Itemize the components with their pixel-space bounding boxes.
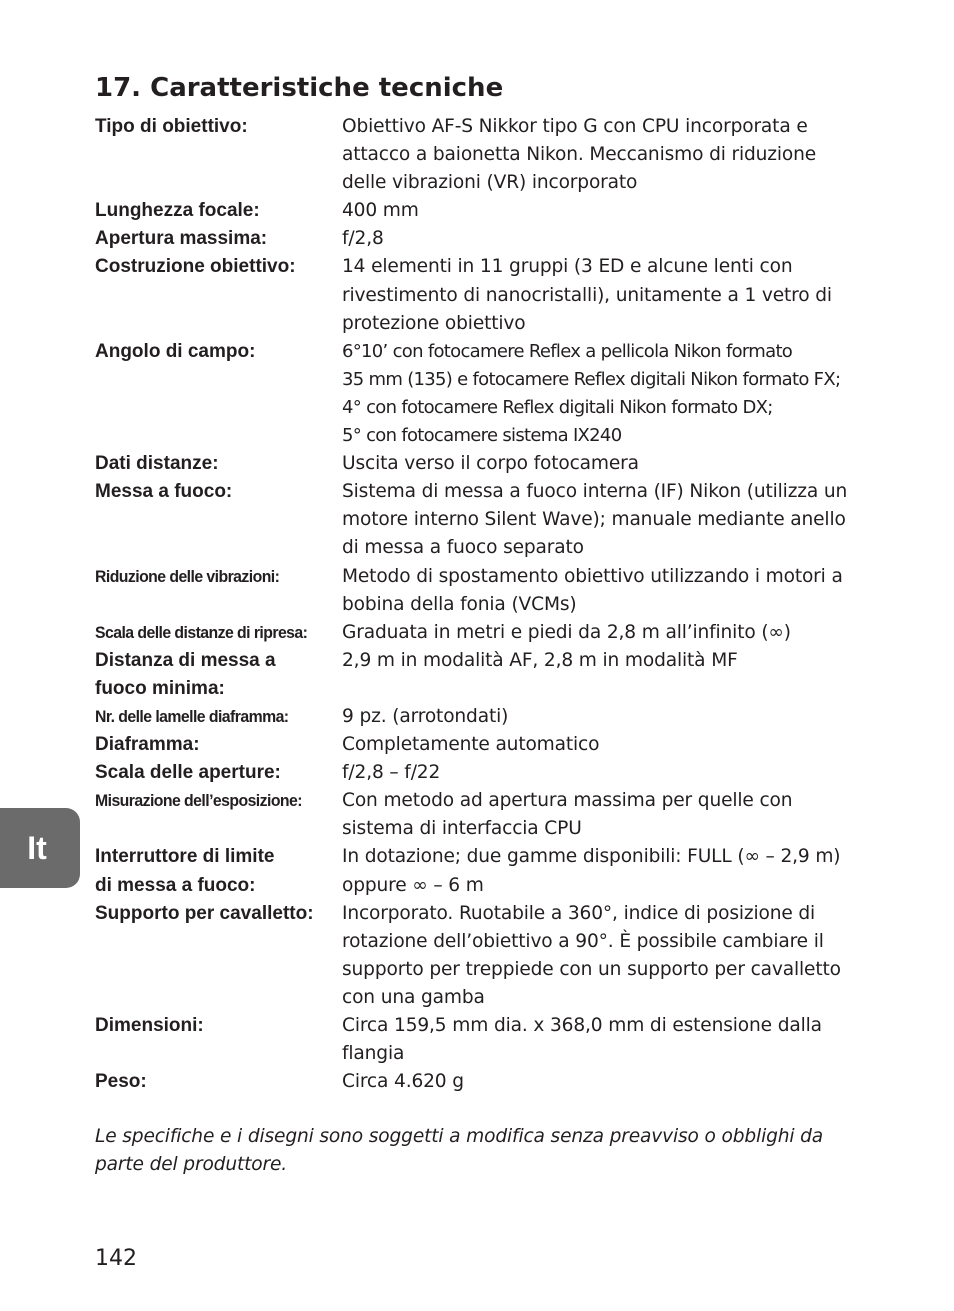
footnote: Le specifiche e i disegni sono soggetti a modifica senza preavviso o obblighi da parte del produttore. (95, 1126, 824, 1176)
spec-label: Tipo di obiettivo: (95, 116, 248, 137)
spec-row-diaphragm (95, 731, 895, 759)
spec-row-dimensions (95, 1012, 895, 1068)
spec-label: Scala delle distanze di ripresa: (95, 622, 308, 642)
spec-value: Graduata in metri e piedi da 2,8 m all’infinito (∞) (342, 621, 791, 643)
spec-label: Costruzione obiettivo: (95, 256, 296, 278)
spec-row-weight (95, 1068, 895, 1096)
spec-row-tripod-mount (95, 900, 895, 1012)
spec-value: 14 elementi in 11 gruppi (3 ED e alcune lenti con rivestimento di nanocristalli), unitamente a 1 vetro di protezione obiettivo (342, 256, 832, 334)
section-title: 17. Caratteristiche tecniche (95, 73, 504, 103)
spec-value: Metodo di spostamento obiettivo utilizzando i motori a bobina della fonia (VCMs) (342, 565, 843, 615)
spec-row-lens-construction (95, 253, 895, 337)
spec-label: Scala delle aperture: (95, 762, 281, 784)
spec-label: Lunghezza focale: (95, 200, 260, 222)
spec-label: Misurazione dell’esposizione: (95, 791, 302, 811)
spec-label: Interruttore di limite di messa a fuoco: (95, 846, 275, 896)
spec-label: Nr. delle lamelle diaframma: (95, 706, 289, 726)
spec-label: Peso: (95, 1071, 147, 1093)
spec-row-vibration-reduction (95, 563, 895, 619)
spec-value: In dotazione; due gamme disponibili: FULL (∞ – 2,9 m) oppure ∞ – 6 m (342, 846, 841, 896)
spec-label: Diaframma: (95, 734, 200, 756)
spec-label: Supporto per cavalletto: (95, 902, 314, 924)
spec-label: Dimensioni: (95, 1015, 204, 1036)
spec-value: Incorporato. Ruotabile a 360°, indice di posizione di rotazione dell’obiettivo a 90°. È possibile cambiare il supporto per treppiede con un supporto per cavalletto con una gamba (342, 902, 841, 1008)
spec-row-distance-scale (95, 619, 895, 647)
spec-label: Distanza di messa a fuoco minima: (95, 649, 276, 699)
spec-value: Completamente automatico (342, 734, 600, 756)
spec-row-diaphragm-blades (95, 703, 895, 731)
spec-row-focusing (95, 478, 895, 562)
spec-value: f/2,8 (342, 228, 384, 250)
spec-label: Angolo di campo: (95, 340, 256, 362)
spec-value: Con metodo ad apertura massima per quelle con sistema di interfaccia CPU (342, 790, 793, 840)
spec-row-min-focus-distance (95, 647, 895, 703)
language-tab: It (0, 808, 80, 888)
spec-row-max-aperture (95, 225, 895, 253)
spec-row-distance-info (95, 450, 895, 478)
spec-value: Circa 4.620 g (342, 1071, 464, 1093)
spec-row-focal-length (95, 197, 895, 225)
spec-row-lens-type (95, 113, 895, 197)
spec-row-focus-limit-switch (95, 843, 895, 899)
spec-value: Circa 159,5 mm dia. x 368,0 mm di estensione dalla flangia (342, 1015, 822, 1065)
page-number: 142 (95, 1246, 137, 1271)
spec-row-angle-of-view (95, 338, 895, 450)
spec-value: Sistema di messa a fuoco interna (IF) Nikon (utilizza un motore interno Silent Wave); manuale mediante anello di messa a fuoco separato (342, 481, 848, 559)
specs-table (95, 113, 895, 1096)
spec-label: Messa a fuoco: (95, 481, 233, 503)
spec-value: 6°10’ con fotocamere Reflex a pellicola Nikon formato 35 mm (135) e fotocamere Reflex digitali Nikon formato FX; 4° con fotocamere Reflex digitali Nikon formato DX; 5° con fotocamere sistema IX240 (342, 340, 841, 447)
spec-value: 2,9 m in modalità AF, 2,8 m in modalità MF (342, 649, 738, 671)
spec-label: Dati distanze: (95, 453, 219, 475)
spec-label: Apertura massima: (95, 228, 268, 250)
spec-value: Uscita verso il corpo fotocamera (342, 453, 639, 475)
spec-value: 400 mm (342, 200, 419, 222)
spec-label: Riduzione delle vibrazioni: (95, 566, 280, 586)
spec-row-aperture-range (95, 759, 895, 787)
spec-value: Obiettivo AF-S Nikkor tipo G con CPU incorporata e attacco a baionetta Nikon. Meccanismo di riduzione delle vibrazioni (VR) incorporato (342, 116, 817, 194)
spec-row-exposure-measurement (95, 787, 895, 843)
spec-value: f/2,8 – f/22 (342, 762, 441, 784)
spec-value: 9 pz. (arrotondati) (342, 705, 509, 727)
